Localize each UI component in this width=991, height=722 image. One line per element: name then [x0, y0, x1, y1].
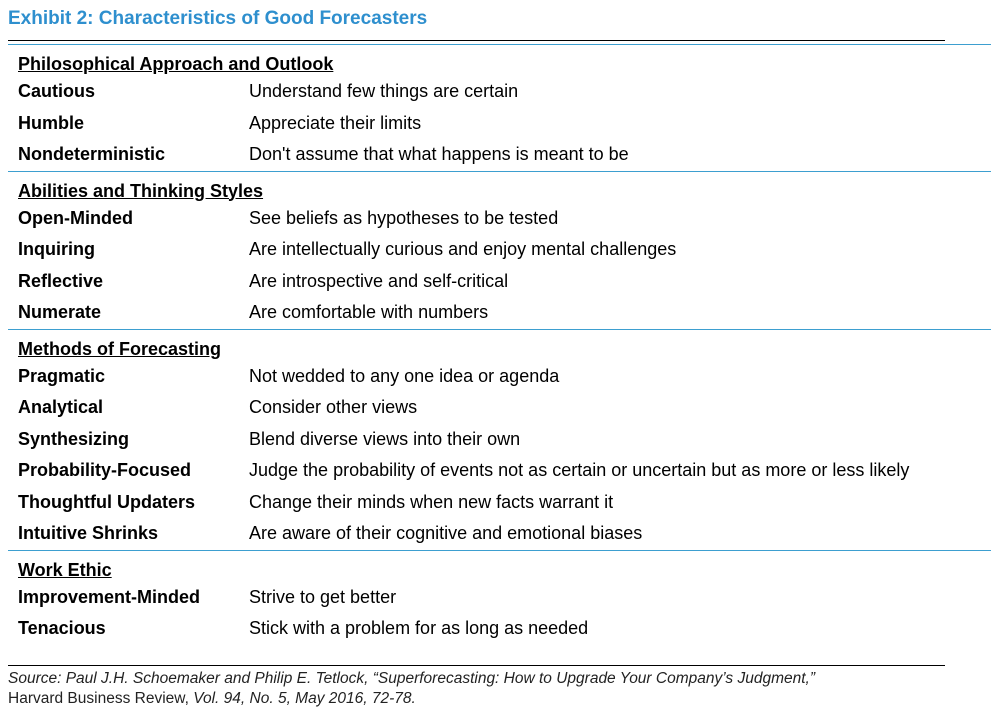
term: Nondeterministic: [18, 144, 166, 164]
top-rule: [8, 40, 945, 41]
section-work-ethic: [8, 550, 991, 645]
section-heading: Abilities and Thinking Styles: [18, 180, 264, 201]
term: Probability-Focused: [18, 460, 192, 480]
table-row: [8, 518, 991, 550]
table-row: [8, 203, 991, 235]
description: Stick with a problem for as long as needed: [249, 618, 589, 638]
table-row: [8, 108, 991, 140]
term: Numerate: [18, 302, 102, 322]
exhibit-title: Exhibit 2: Characteristics of Good Forecasters: [8, 8, 428, 29]
description: See beliefs as hypotheses to be tested: [249, 207, 559, 228]
table-row: [8, 582, 991, 614]
description: Are intellectually curious and enjoy mental challenges: [249, 239, 677, 259]
description: Are comfortable with numbers: [249, 302, 489, 322]
term: Pragmatic: [18, 365, 106, 386]
term: Humble: [18, 112, 85, 133]
description: Not wedded to any one idea or agenda: [249, 365, 560, 386]
term: Synthesizing: [18, 428, 130, 449]
term: Thoughtful Updaters: [18, 491, 195, 512]
description: Don't assume that what happens is meant to be: [249, 144, 629, 164]
source-line-1: Source: Paul J.H. Schoemaker and Philip E. Tetlock, “Superforecasting: How to Upgrade Your Company’s Judgment,”: [8, 670, 815, 687]
section-abilities: [8, 171, 991, 329]
bottom-rule: [8, 665, 945, 666]
source-details: Vol. 94, No. 5, May 2016, 72-78.: [188, 690, 416, 707]
source-citation: [8, 669, 983, 709]
table-row: [8, 297, 991, 329]
table-row: [8, 455, 991, 487]
table-row: [8, 392, 991, 424]
term: Cautious: [18, 81, 96, 101]
characteristics-table: [8, 44, 991, 645]
description: Are aware of their cognitive and emotional biases: [249, 523, 643, 543]
term: Analytical: [18, 397, 104, 417]
section-methods: [8, 329, 991, 550]
table-row: [8, 361, 991, 393]
description: Change their minds when new facts warrant it: [249, 491, 614, 512]
table-row: [8, 139, 991, 171]
section-heading: Work Ethic: [18, 559, 112, 580]
description: Understand few things are certain: [249, 81, 519, 101]
description: Are introspective and self-critical: [249, 270, 509, 291]
table-row: [8, 487, 991, 519]
term: Open-Minded: [18, 207, 133, 228]
term: Intuitive Shrinks: [18, 523, 159, 543]
description: Judge the probability of events not as certain or uncertain but as more or less likely: [249, 460, 910, 480]
journal-name: Harvard Business Review,: [8, 690, 189, 707]
section-philosophical: [8, 44, 991, 171]
description: Appreciate their limits: [249, 112, 422, 133]
table-row: [8, 613, 991, 645]
table-row: [8, 76, 991, 108]
term: Improvement-Minded: [18, 586, 201, 607]
term: Reflective: [18, 270, 104, 291]
term: Tenacious: [18, 618, 106, 638]
source-line-2: [8, 689, 983, 709]
description: Blend diverse views into their own: [249, 428, 521, 449]
table-row: [8, 234, 991, 266]
description: Strive to get better: [249, 586, 397, 607]
description: Consider other views: [249, 397, 418, 417]
section-heading: Methods of Forecasting: [18, 338, 222, 359]
term: Inquiring: [18, 239, 95, 259]
section-heading: Philosophical Approach and Outlook: [18, 54, 334, 74]
table-row: [8, 266, 991, 298]
table-row: [8, 424, 991, 456]
